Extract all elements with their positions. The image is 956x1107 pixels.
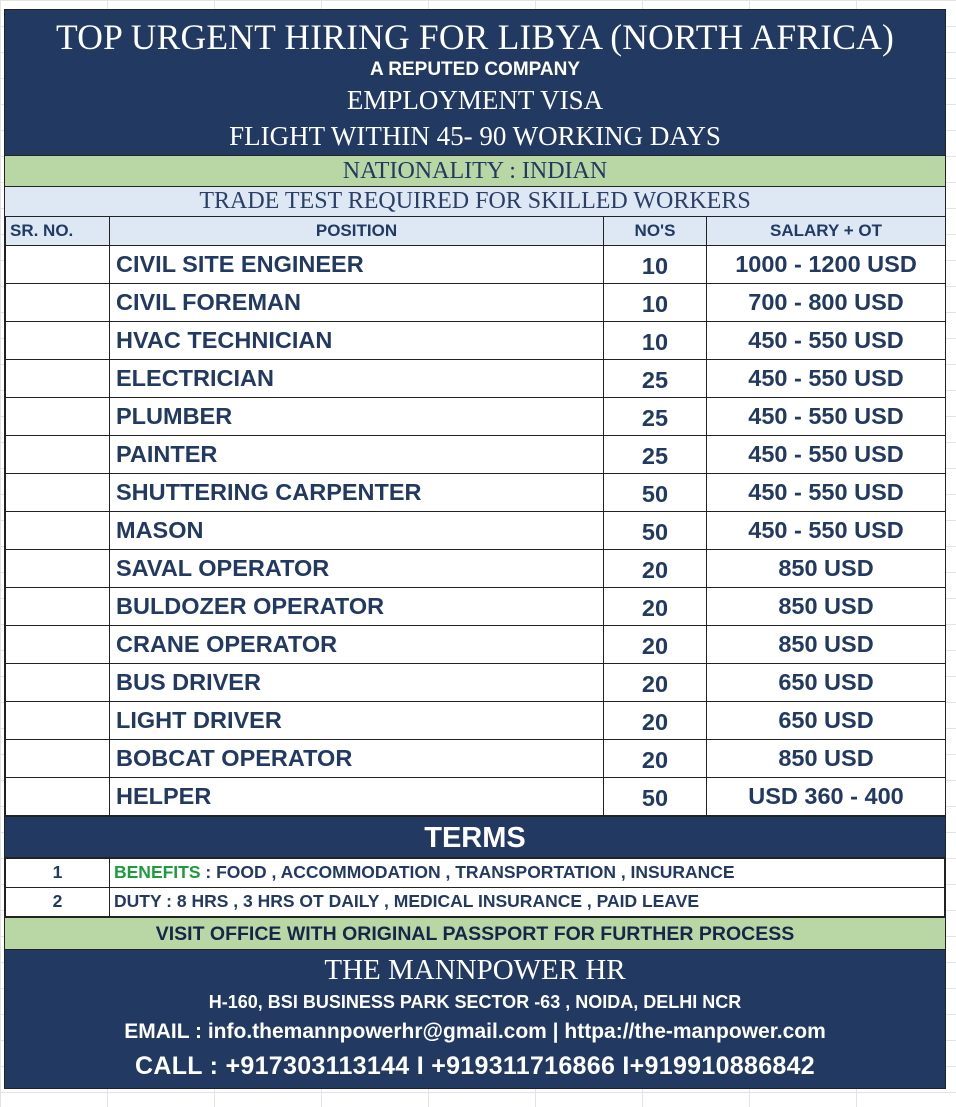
position-cell: SAVAL OPERATOR xyxy=(110,549,604,587)
sr-cell xyxy=(6,625,110,663)
term-text xyxy=(110,887,945,916)
table-row xyxy=(6,473,946,511)
term-number: 1 xyxy=(6,858,110,887)
sr-cell xyxy=(6,321,110,359)
salary-cell: 850 USD xyxy=(707,739,946,777)
count-cell: 25 xyxy=(604,397,707,435)
sr-cell xyxy=(6,473,110,511)
count-cell: 50 xyxy=(604,473,707,511)
table-row xyxy=(6,511,946,549)
salary-cell: 450 - 550 USD xyxy=(707,473,946,511)
count-cell: 20 xyxy=(604,625,707,663)
agency-phone: CALL : +917303113144 I +919311716866 I+919910886842 xyxy=(134,1051,816,1080)
table-row xyxy=(6,777,946,815)
terms-heading: TERMS xyxy=(5,816,945,858)
position-cell: BUS DRIVER xyxy=(110,663,604,701)
count-cell: 20 xyxy=(604,663,707,701)
sr-cell xyxy=(6,359,110,397)
table-row xyxy=(6,701,946,739)
position-cell: PAINTER xyxy=(110,435,604,473)
salary-cell: 850 USD xyxy=(707,549,946,587)
agency-address: H-160, BSI BUSINESS PARK SECTOR -63 , NOIDA, DELHI NCR xyxy=(208,991,742,1012)
salary-cell: 450 - 550 USD xyxy=(707,511,946,549)
salary-cell: 850 USD xyxy=(707,587,946,625)
sr-cell xyxy=(6,549,110,587)
table-row xyxy=(6,397,946,435)
term-row xyxy=(6,858,945,887)
agency-contact: EMAIL : info.themannpowerhr@gmail.com | httpa://the-manpower.com xyxy=(124,1019,826,1043)
count-cell: 25 xyxy=(604,359,707,397)
position-cell: LIGHT DRIVER xyxy=(110,701,604,739)
table-row xyxy=(6,625,946,663)
count-cell: 10 xyxy=(604,245,707,283)
nationality-band: NATIONALITY : INDIAN xyxy=(5,156,945,187)
position-cell: CIVIL SITE ENGINEER xyxy=(110,245,604,283)
poster-title: TOP URGENT HIRING FOR LIBYA (NORTH AFRICA) xyxy=(56,17,894,57)
count-cell: 20 xyxy=(604,549,707,587)
trade-test-band: TRADE TEST REQUIRED FOR SKILLED WORKERS xyxy=(5,187,945,217)
position-cell: HELPER xyxy=(110,777,604,815)
count-cell: 20 xyxy=(604,701,707,739)
count-cell: 50 xyxy=(604,777,707,815)
position-cell: SHUTTERING CARPENTER xyxy=(110,473,604,511)
salary-cell: 650 USD xyxy=(707,701,946,739)
terms-table xyxy=(5,858,945,917)
visit-office-note: VISIT OFFICE WITH ORIGINAL PASSPORT FOR FURTHER PROCESS xyxy=(5,917,945,950)
salary-cell: 1000 - 1200 USD xyxy=(707,245,946,283)
company-line: A REPUTED COMPANY xyxy=(369,59,581,80)
poster-footer xyxy=(5,950,945,1088)
column-header-sr: SR. NO. xyxy=(6,217,110,245)
position-cell: BULDOZER OPERATOR xyxy=(110,587,604,625)
sr-cell xyxy=(6,701,110,739)
table-row xyxy=(6,435,946,473)
benefits-text: : FOOD , ACCOMMODATION , TRANSPORTATION , INSURANCE xyxy=(200,862,735,882)
sr-cell xyxy=(6,245,110,283)
position-cell: PLUMBER xyxy=(110,397,604,435)
table-row xyxy=(6,245,946,283)
agency-name: THE MANNPOWER HR xyxy=(324,953,626,986)
salary-cell: 450 - 550 USD xyxy=(707,359,946,397)
table-row xyxy=(6,739,946,777)
table-row xyxy=(6,283,946,321)
position-cell: BOBCAT OPERATOR xyxy=(110,739,604,777)
table-header-row xyxy=(6,217,946,245)
salary-cell: USD 360 - 400 xyxy=(707,777,946,815)
position-cell: CIVIL FOREMAN xyxy=(110,283,604,321)
count-cell: 10 xyxy=(604,321,707,359)
column-header-salary: SALARY + OT xyxy=(707,217,946,245)
term-text xyxy=(110,858,945,887)
table-row xyxy=(6,663,946,701)
count-cell: 50 xyxy=(604,511,707,549)
salary-cell: 650 USD xyxy=(707,663,946,701)
column-header-nos: NO'S xyxy=(604,217,707,245)
positions-body xyxy=(6,245,946,815)
table-row xyxy=(6,587,946,625)
position-cell: HVAC TECHNICIAN xyxy=(110,321,604,359)
sr-cell xyxy=(6,587,110,625)
column-header-position: POSITION xyxy=(110,217,604,245)
count-cell: 25 xyxy=(604,435,707,473)
flight-line: FLIGHT WITHIN 45- 90 WORKING DAYS xyxy=(229,121,721,151)
sr-cell xyxy=(6,397,110,435)
position-cell: CRANE OPERATOR xyxy=(110,625,604,663)
sr-cell xyxy=(6,663,110,701)
term-number: 2 xyxy=(6,887,110,916)
position-cell: ELECTRICIAN xyxy=(110,359,604,397)
count-cell: 20 xyxy=(604,739,707,777)
sr-cell xyxy=(6,511,110,549)
count-cell: 10 xyxy=(604,283,707,321)
table-row xyxy=(6,321,946,359)
benefits-label: BENEFITS xyxy=(114,862,201,882)
count-cell: 20 xyxy=(604,587,707,625)
salary-cell: 450 - 550 USD xyxy=(707,321,946,359)
poster-header xyxy=(5,10,945,156)
sr-cell xyxy=(6,739,110,777)
sr-cell xyxy=(6,435,110,473)
sr-cell xyxy=(6,777,110,815)
term-row xyxy=(6,887,945,916)
salary-cell: 450 - 550 USD xyxy=(707,435,946,473)
sr-cell xyxy=(6,283,110,321)
salary-cell: 700 - 800 USD xyxy=(707,283,946,321)
visa-line: EMPLOYMENT VISA xyxy=(346,85,604,115)
position-cell: MASON xyxy=(110,511,604,549)
positions-table xyxy=(5,217,946,816)
salary-cell: 850 USD xyxy=(707,625,946,663)
duty-text: DUTY : 8 HRS , 3 HRS OT DAILY , MEDICAL INSURANCE , PAID LEAVE xyxy=(114,891,700,911)
table-row xyxy=(6,549,946,587)
salary-cell: 450 - 550 USD xyxy=(707,397,946,435)
job-poster xyxy=(4,9,946,1089)
table-row xyxy=(6,359,946,397)
